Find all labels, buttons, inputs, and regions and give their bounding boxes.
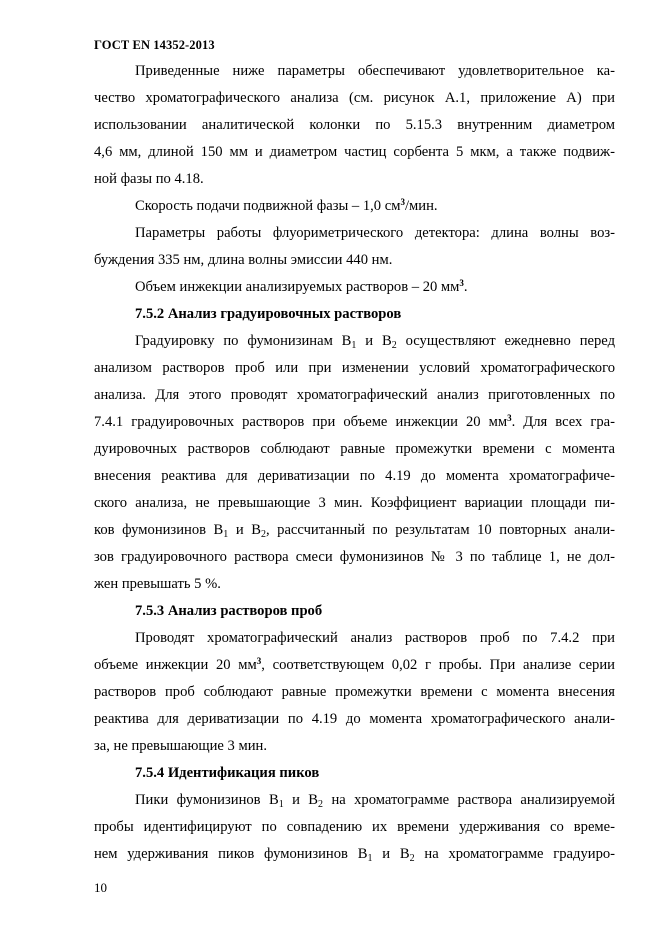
- text-line: ков фумонизинов $B_1$ и $B_2$, рассчитанный по результатам 10 повторных анали-: [94, 522, 615, 540]
- text-line: пробы идентифицируют по совпадению их времени удерживания со време-: [94, 819, 615, 835]
- text-line: дуировочных растворов соблюдают равные промежутки времени с момента: [94, 441, 615, 457]
- text-line: ной фазы по 4.18.: [94, 171, 204, 187]
- text-line: 4,6 мм, длиной 150 мм и диаметром частиц сорбента 5 мкм, а также подвиж-: [94, 144, 615, 160]
- text-line: внесения реактива для дериватизации по 4.19 до момента хроматографиче-: [94, 468, 615, 484]
- page-number: 10: [94, 880, 107, 895]
- text-line: Скорость подачи подвижной фазы – 1,0 $см^3$/мин.: [135, 197, 438, 214]
- text-line: Градуировку по фумонизинам $B_1$ и $B_2$ осуществляют ежедневно перед: [135, 333, 615, 351]
- text-line: буждения 335 нм, длина волны эмиссии 440 нм.: [94, 252, 393, 268]
- text-line: Пики фумонизинов $B_1$ и $B_2$ на хроматограмме раствора анализируемой: [135, 792, 616, 810]
- document-header: ГОСТ EN 14352-2013: [94, 38, 215, 52]
- text-line: нем удерживания пиков фумонизинов $B_1$ и $B_2$ на хроматограмме градуиро-: [94, 846, 616, 864]
- text-line: растворов проб соблюдают равные промежутки времени с момента внесения: [94, 684, 615, 700]
- text-line: анализом растворов проб или при изменении условий хроматографического: [94, 360, 615, 376]
- text-line: реактива для дериватизации по 4.19 до момента хроматографического анали-: [94, 711, 615, 727]
- text-line: Приведенные ниже параметры обеспечивают удовлетворительное ка-: [135, 63, 615, 79]
- section-heading-7-5-3: 7.5.3 Анализ растворов проб: [135, 603, 323, 619]
- text-line: чество хроматографического анализа (см. рисунок А.1, приложение А) при: [94, 90, 615, 106]
- text-line: 7.4.1 градуировочных растворов при объеме инжекции 20 $мм^3$. Для всех гра-: [94, 413, 615, 430]
- text-line: анализа. Для этого проводят хроматографический анализ приготовленных по: [94, 387, 615, 403]
- text-line: зов градуировочного раствора смеси фумонизинов № 3 по таблице 1, не дол-: [94, 549, 615, 565]
- text-line: объеме инжекции 20 $мм^3$, соответствующем 0,02 г пробы. При анализе серии: [94, 656, 615, 673]
- text-line: Объем инжекции анализируемых растворов – 20 $мм^3$.: [135, 278, 468, 295]
- text-line: жен превышать 5 %.: [94, 576, 221, 592]
- text-line: Проводят хроматографический анализ растворов проб по 7.4.2 при: [135, 630, 615, 646]
- text-line: ского анализа, не превышающие 3 мин. Коэффициент вариации площади пи-: [94, 495, 615, 511]
- section-heading-7-5-2: 7.5.2 Анализ градуировочных растворов: [135, 306, 402, 322]
- text-line: за, не превышающие 3 мин.: [94, 738, 267, 754]
- section-heading-7-5-4: 7.5.4 Идентификация пиков: [135, 765, 320, 781]
- text-line: Параметры работы флуориметрического детектора: длина волны воз-: [135, 225, 615, 241]
- text-line: использовании аналитической колонки по 5.15.3 внутренним диаметром: [94, 117, 615, 133]
